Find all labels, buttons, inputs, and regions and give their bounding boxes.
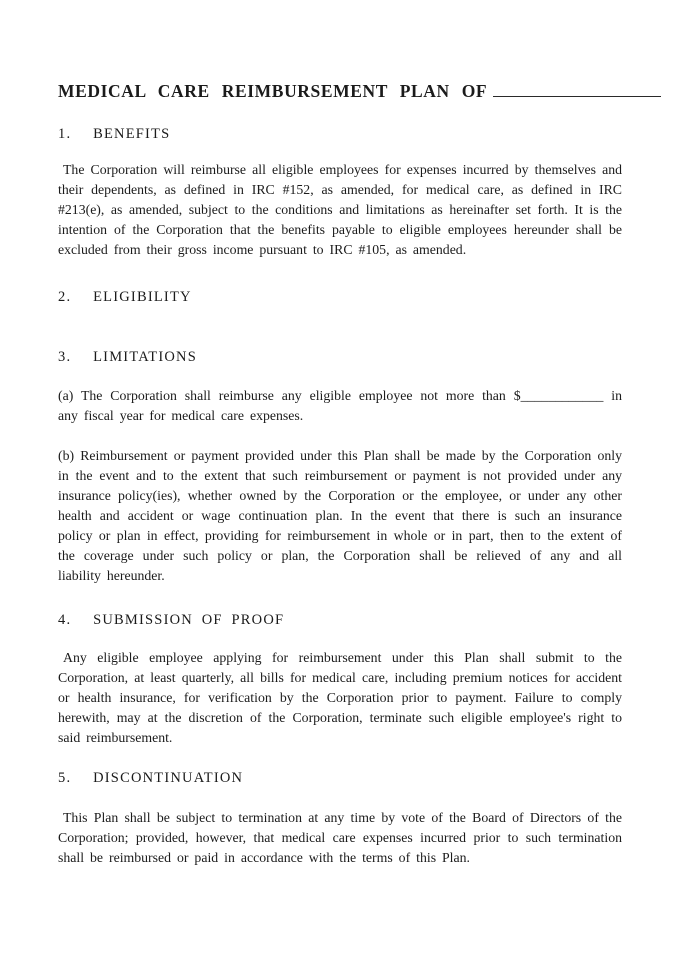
section-limitations: [58, 347, 622, 586]
section-heading: [58, 287, 622, 307]
section-heading-label: ELIGIBILITY: [93, 289, 192, 305]
section-heading-label: LIMITATIONS: [93, 349, 197, 365]
section-eligibility: [58, 287, 622, 307]
section-discontinuation: [58, 768, 622, 868]
section-heading-label: DISCONTINUATION: [93, 770, 244, 786]
section-heading: [58, 124, 622, 144]
paragraph-clause-b: (b) Reimbursement or payment provided under this Plan shall be made by the Corporation only in the event and to the extent that such reimbursement or payment is not provided under any insurance policy(ies), whether owned by the Corporation or the employee, or under any other health and accident or wage continuation plan. In the event that there is such an insurance policy or plan in effect, providing for reimbursement in whole or in part, then to the extent of the coverage under such policy or plan, the Corporation shall be relieved of any and all liability hereunder.: [58, 448, 622, 583]
document-title: [58, 80, 622, 102]
section-number: 1.: [58, 126, 72, 142]
section-benefits: [58, 124, 622, 260]
section-heading-label: SUBMISSION OF PROOF: [93, 612, 285, 628]
paragraph: Any eligible employee applying for reimbursement under this Plan shall submit to the Corporation, at least quarterly, all bills for medical care, including premium notices for accident or health insurance, for verification by the Corporation prior to payment. Failure to comply herewith, may at the discretion of the Corporation, terminate such eligible employee's right to said reimbursement.: [58, 650, 622, 745]
section-number: 4.: [58, 612, 72, 628]
section-heading: [58, 347, 622, 367]
section-heading-label: BENEFITS: [93, 126, 171, 142]
section-submission-of-proof: [58, 610, 622, 748]
section-number: 3.: [58, 349, 72, 365]
document-title-text: MEDICAL CARE REIMBURSEMENT PLAN OF: [58, 81, 488, 101]
section-heading: [58, 610, 622, 630]
section-heading: [58, 768, 622, 788]
paragraph: This Plan shall be subject to termination at any time by vote of the Board of Directors of the Corporation; provided, however, that medical care expenses incurred prior to such termination shall be reimbursed or paid in accordance with the terms of this Plan.: [58, 810, 622, 865]
section-number: 2.: [58, 289, 72, 305]
title-blank-line: [493, 81, 661, 97]
section-number: 5.: [58, 770, 72, 786]
paragraph: The Corporation will reimburse all eligible employees for expenses incurred by themselves and their dependents, as defined in IRC #152, as amended, for medical care, as defined in IRC #213(e), as amended, subject to the conditions and limitations as hereinafter set forth. It is the intention of the Corporation that the benefits payable to eligible employees hereunder shall be excluded from their gross income pursuant to IRC #105, as amended.: [58, 162, 622, 257]
paragraph-clause-a: (a) The Corporation shall reimburse any eligible employee not more than $____________ in any fiscal year for medical care expenses.: [58, 388, 622, 423]
